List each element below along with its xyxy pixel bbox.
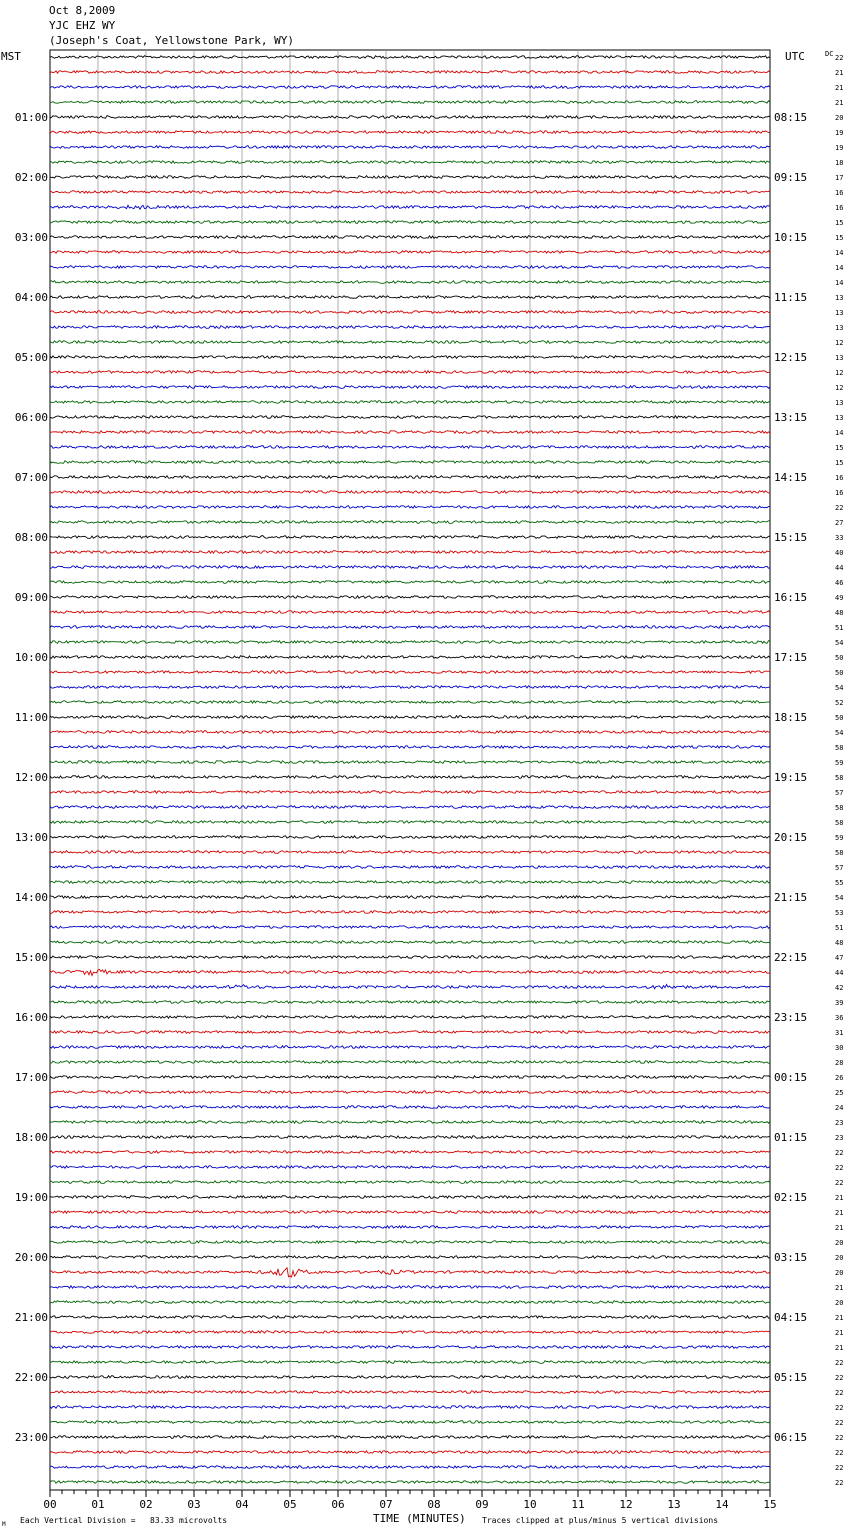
seismogram-trace [50,221,770,224]
seismogram-trace [50,86,770,89]
seismogram-trace [50,296,770,299]
right-hour-label: 05:15 [774,1371,808,1384]
right-hour-label: 17:15 [774,651,808,664]
seismogram-trace [50,1241,770,1244]
dc-offset-label: 40 [835,549,844,557]
dc-offset-label: 21 [835,1224,844,1232]
seismogram-trace [50,1331,770,1334]
seismogram-trace [50,1436,770,1439]
x-tick-label: 02 [139,1498,153,1511]
dc-offset-label: 15 [835,444,844,452]
seismogram-trace [50,1061,770,1064]
seismogram-trace [50,611,770,614]
seismogram-trace [50,686,770,689]
right-hour-label: 10:15 [774,231,808,244]
dc-offset-label: 17 [835,174,844,182]
right-hour-label: 11:15 [774,291,808,304]
left-hour-label: 13:00 [14,831,48,844]
dc-offset-label: 48 [835,609,844,617]
left-hour-label: 17:00 [14,1071,48,1084]
right-timezone-label: UTC [785,50,805,63]
left-timezone-label: MST [1,50,21,63]
dc-offset-label: 58 [835,774,844,782]
corner-mark: M [2,1521,6,1528]
dc-offset-label: 20 [835,114,844,122]
seismogram-trace [50,356,770,359]
station-location: (Joseph's Coat, Yellowstone Park, WY) [49,34,295,47]
right-hour-label: 09:15 [774,171,808,184]
seismogram-trace [50,761,770,764]
dc-offset-label: 51 [835,924,844,932]
left-hour-label: 15:00 [14,951,48,964]
seismogram-trace [50,969,770,975]
dc-offset-label: 58 [835,804,844,812]
seismogram-trace [50,926,770,929]
dc-offset-label: 54 [835,729,844,737]
left-hour-label: 04:00 [14,291,48,304]
seismogram-trace [50,626,770,629]
seismogram-trace [50,1091,770,1094]
dc-offset-label: 59 [835,759,844,767]
seismogram-trace [50,236,770,239]
seismogram-trace [50,1466,770,1469]
dc-offset-label: 15 [835,459,844,467]
seismogram-trace [50,71,770,74]
dc-offset-label: 22 [835,1479,844,1487]
seismogram-trace [50,1016,770,1019]
x-tick-label: 00 [43,1498,57,1511]
dc-offset-label: 57 [835,789,844,797]
dc-offset-label: 12 [835,339,844,347]
seismogram-trace [50,311,770,314]
dc-offset-label: 23 [835,1119,844,1127]
seismogram-trace [50,896,770,899]
dc-offset-label: 20 [835,1269,844,1277]
dc-offset-label: 22 [835,504,844,512]
dc-offset-label: 18 [835,159,844,167]
left-hour-label: 22:00 [14,1371,48,1384]
left-hour-label: 02:00 [14,171,48,184]
clipping-note: Traces clipped at plus/minus 5 vertical divisions [482,1516,719,1525]
dc-offset-label: 21 [835,99,844,107]
right-hour-label: 08:15 [774,111,808,124]
dc-offset-label: 30 [835,1044,844,1052]
dc-offset-label: 24 [835,1104,844,1112]
seismogram-trace [50,836,770,839]
seismogram-trace [50,821,770,824]
seismogram-trace [50,431,770,434]
seismogram-trace [50,1286,770,1289]
dc-offset-label: 28 [835,1059,844,1067]
dc-offset-label: 44 [835,564,844,572]
seismogram-trace [50,205,770,209]
x-tick-label: 05 [283,1498,297,1511]
right-hour-label: 01:15 [774,1131,808,1144]
seismogram-trace [50,851,770,854]
dc-offset-label: 42 [835,984,844,992]
left-hour-label: 01:00 [14,111,48,124]
right-hour-label: 16:15 [774,591,808,604]
right-hour-label: 04:15 [774,1311,808,1324]
dc-offset-label: 46 [835,579,844,587]
dc-label: DC [825,50,834,58]
dc-offset-label: 22 [835,1434,844,1442]
x-tick-label: 10 [523,1498,537,1511]
dc-offset-label: 36 [835,1014,844,1022]
dc-offset-label: 21 [835,69,844,77]
right-hour-label: 06:15 [774,1431,808,1444]
seismogram-trace [50,281,770,284]
seismogram-trace [50,116,770,119]
dc-offset-label: 22 [835,1179,844,1187]
dc-offset-label: 21 [835,1209,844,1217]
seismogram-trace [50,1196,770,1199]
x-tick-label: 11 [571,1498,585,1511]
left-hour-label: 08:00 [14,531,48,544]
seismogram-trace [50,656,770,659]
right-hour-label: 02:15 [774,1191,808,1204]
seismogram-trace [50,401,770,404]
right-hour-label: 20:15 [774,831,808,844]
right-hour-label: 21:15 [774,891,808,904]
vertical-division-note: Each Vertical Division = 83.33 microvolts [20,1516,228,1525]
dc-offset-label: 21 [835,1344,844,1352]
x-tick-label: 13 [667,1498,681,1511]
left-hour-label: 18:00 [14,1131,48,1144]
x-tick-label: 12 [619,1498,633,1511]
plot-date: Oct 8,2009 [49,4,116,17]
left-hour-label: 16:00 [14,1011,48,1024]
dc-offset-label: 47 [835,954,844,962]
dc-offset-label: 44 [835,969,844,977]
left-hour-label: 12:00 [14,771,48,784]
dc-offset-label: 25 [835,1089,844,1097]
dc-offset-label: 53 [835,909,844,917]
dc-offset-label: 22 [835,1389,844,1397]
dc-offset-label: 16 [835,189,844,197]
dc-offset-label: 54 [835,684,844,692]
seismogram-trace [50,1046,770,1049]
seismogram-trace [50,146,770,149]
seismogram-trace [50,266,770,269]
x-tick-label: 06 [331,1498,345,1511]
seismogram-trace [50,641,770,644]
seismogram-trace [50,1361,770,1364]
dc-offset-label: 22 [835,1449,844,1457]
dc-offset-label: 13 [835,309,844,317]
right-hour-label: 14:15 [774,471,808,484]
x-tick-label: 03 [187,1498,201,1511]
seismogram-trace [50,386,770,389]
dc-offset-label: 21 [835,1194,844,1202]
dc-offset-label: 54 [835,639,844,647]
dc-offset-label: 49 [835,594,844,602]
right-hour-label: 18:15 [774,711,808,724]
left-hour-label: 07:00 [14,471,48,484]
dc-offset-label: 13 [835,354,844,362]
dc-offset-label: 50 [835,669,844,677]
seismogram-trace [50,716,770,719]
seismogram-trace [50,776,770,779]
seismogram-trace [50,536,770,539]
dc-offset-label: 20 [835,1299,844,1307]
dc-offset-label: 14 [835,249,844,257]
seismogram-trace [50,56,770,59]
left-hour-label: 10:00 [14,651,48,664]
seismogram-trace [50,1481,770,1484]
seismogram-trace [50,596,770,599]
dc-offset-label: 31 [835,1029,844,1037]
seismogram-trace [50,1136,770,1139]
seismogram-trace [50,176,770,179]
dc-offset-label: 16 [835,489,844,497]
seismogram-trace [50,1106,770,1109]
dc-offset-label: 22 [835,1359,844,1367]
right-hour-label: 22:15 [774,951,808,964]
seismogram-trace [50,191,770,194]
x-tick-label: 14 [715,1498,729,1511]
dc-offset-label: 16 [835,204,844,212]
x-tick-label: 09 [475,1498,489,1511]
dc-offset-label: 22 [835,1404,844,1412]
x-axis-title: TIME (MINUTES) [373,1512,466,1525]
dc-offset-label: 50 [835,654,844,662]
seismogram-trace [50,1151,770,1154]
seismogram-trace [50,791,770,794]
seismogram-trace [50,1001,770,1004]
right-hour-label: 00:15 [774,1071,808,1084]
dc-offset-label: 58 [835,849,844,857]
dc-offset-label: 54 [835,894,844,902]
dc-offset-label: 21 [835,84,844,92]
left-hour-label: 21:00 [14,1311,48,1324]
dc-offset-label: 55 [835,879,844,887]
seismogram-trace [50,581,770,584]
seismogram-trace [50,941,770,944]
seismogram-trace [50,1226,770,1229]
left-hour-label: 06:00 [14,411,48,424]
station-id: YJC EHZ WY [49,19,116,32]
seismogram-trace [50,1301,770,1304]
dc-offset-label: 19 [835,129,844,137]
seismogram-trace [50,1406,770,1409]
right-hour-label: 12:15 [774,351,808,364]
seismogram-trace [50,1346,770,1349]
seismogram-trace [50,671,770,674]
seismogram-trace [50,881,770,884]
left-hour-label: 14:00 [14,891,48,904]
dc-offset-label: 22 [835,1374,844,1382]
dc-offset-label: 21 [835,1314,844,1322]
dc-offset-label: 15 [835,219,844,227]
seismogram-trace [50,984,770,988]
seismogram-trace [50,131,770,134]
dc-offset-label: 23 [835,1134,844,1142]
dc-offset-label: 58 [835,744,844,752]
seismogram-trace [50,551,770,554]
dc-offset-label: 14 [835,264,844,272]
left-hour-label: 03:00 [14,231,48,244]
seismogram-trace [50,1211,770,1214]
dc-offset-label: 12 [835,384,844,392]
dc-offset-label: 15 [835,234,844,242]
seismogram-trace [50,1391,770,1394]
seismogram-trace [50,371,770,374]
dc-offset-label: 12 [835,369,844,377]
dc-offset-label: 14 [835,429,844,437]
seismogram-trace [50,1421,770,1424]
seismogram-trace [50,1256,770,1259]
seismogram-trace [50,506,770,509]
dc-offset-label: 57 [835,864,844,872]
x-tick-label: 01 [91,1498,105,1511]
seismogram-trace [50,476,770,479]
dc-offset-label: 50 [835,714,844,722]
dc-offset-label: 22 [835,1164,844,1172]
dc-offset-label: 59 [835,834,844,842]
dc-offset-label: 19 [835,144,844,152]
dc-offset-label: 16 [835,474,844,482]
dc-offset-label: 33 [835,534,844,542]
dc-offset-label: 13 [835,414,844,422]
x-tick-label: 07 [379,1498,393,1511]
seismogram-trace [50,731,770,734]
dc-offset-label: 20 [835,1239,844,1247]
seismogram-trace [50,806,770,809]
x-tick-label: 04 [235,1498,249,1511]
seismogram-trace [50,746,770,749]
dc-offset-label: 52 [835,699,844,707]
dc-offset-label: 14 [835,279,844,287]
seismogram-trace [50,326,770,329]
seismogram-trace [50,416,770,419]
seismogram-trace [50,956,770,959]
seismogram-trace [50,1166,770,1169]
seismogram-trace [50,566,770,569]
dc-offset-label: 39 [835,999,844,1007]
left-hour-label: 09:00 [14,591,48,604]
seismogram-trace [50,446,770,449]
seismogram-trace [50,1268,770,1277]
seismogram-trace [50,461,770,464]
seismogram-trace [50,701,770,704]
dc-offset-label: 27 [835,519,844,527]
seismogram-trace [50,1316,770,1319]
dc-offset-label: 21 [835,1284,844,1292]
right-hour-label: 13:15 [774,411,808,424]
dc-offset-label: 22 [835,1419,844,1427]
seismogram-trace [50,866,770,869]
right-hour-label: 19:15 [774,771,808,784]
right-hour-label: 03:15 [774,1251,808,1264]
seismogram-trace [50,101,770,104]
dc-offset-label: 22 [835,54,844,62]
seismogram-trace [50,251,770,254]
seismogram-trace [50,1376,770,1379]
seismogram-trace [50,1076,770,1079]
dc-offset-label: 13 [835,294,844,302]
left-hour-label: 23:00 [14,1431,48,1444]
x-tick-label: 15 [763,1498,777,1511]
right-hour-label: 23:15 [774,1011,808,1024]
seismogram-trace [50,521,770,524]
dc-offset-label: 21 [835,1329,844,1337]
seismogram-trace [50,341,770,344]
x-tick-label: 08 [427,1498,441,1511]
seismogram-trace [50,1451,770,1454]
left-hour-label: 20:00 [14,1251,48,1264]
dc-offset-label: 48 [835,939,844,947]
left-hour-label: 05:00 [14,351,48,364]
seismogram-trace [50,1181,770,1184]
seismogram-trace [50,1121,770,1124]
right-hour-label: 15:15 [774,531,808,544]
seismogram-trace [50,911,770,914]
dc-offset-label: 26 [835,1074,844,1082]
dc-offset-label: 20 [835,1254,844,1262]
seismogram-trace [50,161,770,164]
seismogram-trace [50,1031,770,1034]
dc-offset-label: 13 [835,324,844,332]
dc-offset-label: 58 [835,819,844,827]
seismogram-trace [50,491,770,494]
dc-offset-label: 22 [835,1464,844,1472]
left-hour-label: 19:00 [14,1191,48,1204]
dc-offset-label: 13 [835,399,844,407]
dc-offset-label: 22 [835,1149,844,1157]
left-hour-label: 11:00 [14,711,48,724]
dc-offset-label: 51 [835,624,844,632]
